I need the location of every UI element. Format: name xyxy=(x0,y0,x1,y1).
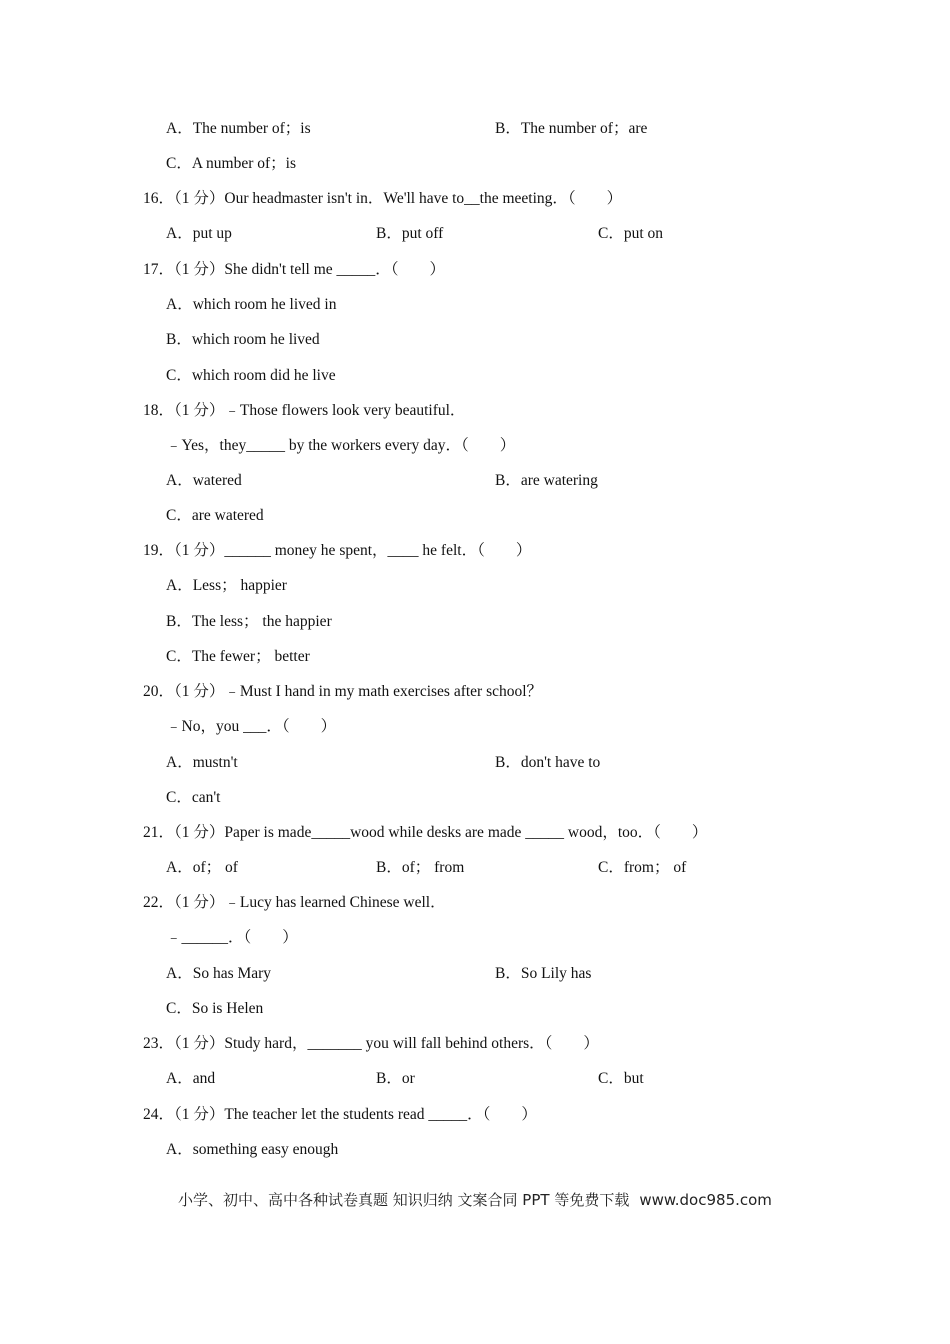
q21-option-c[interactable]: C．from； of xyxy=(598,859,687,876)
q21-option-b[interactable]: B．of； from xyxy=(376,859,465,876)
q19-stem: 19．（1 分）______ money he spent，____ he felt．（ ） xyxy=(143,542,532,559)
q18-option-c[interactable]: C．are watered xyxy=(166,507,264,524)
q17-stem: 17．（1 分）She didn't tell me _____．（ ） xyxy=(143,261,446,278)
q22-option-a[interactable]: A．So has Mary xyxy=(166,965,272,982)
q18-option-b[interactable]: B．are watering xyxy=(495,472,598,489)
q17-option-a[interactable]: A．which room he lived in xyxy=(166,296,337,313)
q16-option-a[interactable]: A．put up xyxy=(166,225,232,242)
q17-option-b[interactable]: B．which room he lived xyxy=(166,331,320,348)
q16-option-b[interactable]: B．put off xyxy=(376,225,444,242)
page-footer xyxy=(178,1190,772,1210)
q23-option-c[interactable]: C．but xyxy=(598,1070,644,1087)
q22-stem: 22．（1 分）﹣Lucy has learned Chinese well． xyxy=(143,894,446,911)
q15-option-c[interactable]: C．A number of；is xyxy=(166,155,297,172)
q21-stem: 21．（1 分）Paper is made_____wood while desks are made _____ wood，too．（ ） xyxy=(143,824,708,841)
footer-site-link[interactable]: www.doc985.com xyxy=(639,1191,772,1209)
q24-stem: 24．（1 分）The teacher let the students read _____．（ ） xyxy=(143,1106,537,1123)
q20-stem-response: ﹣No，you ___．（ ） xyxy=(166,718,337,735)
q23-stem: 23．（1 分）Study hard，_______ you will fall behind others．（ ） xyxy=(143,1035,599,1052)
q18-option-a[interactable]: A．watered xyxy=(166,472,242,489)
q20-option-a[interactable]: A．mustn't xyxy=(166,754,238,771)
q22-stem-response: ﹣______．（ ） xyxy=(166,929,298,946)
q21-option-a[interactable]: A．of； of xyxy=(166,859,238,876)
q19-option-a[interactable]: A．Less； happier xyxy=(166,577,287,594)
q15-option-b[interactable]: B．The number of；are xyxy=(495,120,648,137)
q22-option-b[interactable]: B．So Lily has xyxy=(495,965,592,982)
q20-option-b[interactable]: B．don't have to xyxy=(495,754,601,771)
q19-option-c[interactable]: C．The fewer； better xyxy=(166,648,310,665)
q24-option-a[interactable]: A．something easy enough xyxy=(166,1141,339,1158)
q23-option-a[interactable]: A．and xyxy=(166,1070,216,1087)
q16-option-c[interactable]: C．put on xyxy=(598,225,664,242)
footer-text: 小学、初中、高中各种试卷真题 知识归纳 文案合同 PPT 等免费下载 xyxy=(178,1191,630,1209)
q18-stem: 18．（1 分）﹣Those flowers look very beautiful． xyxy=(143,402,466,419)
q23-option-b[interactable]: B．or xyxy=(376,1070,415,1087)
q20-option-c[interactable]: C．can't xyxy=(166,789,221,806)
q16-stem: 16．（1 分）Our headmaster isn't in．We'll have to__the meeting．（ ） xyxy=(143,190,623,207)
q17-option-c[interactable]: C．which room did he live xyxy=(166,367,336,384)
q20-stem: 20．（1 分）﹣Must I hand in my math exercises after school？ xyxy=(143,683,543,700)
q15-option-a[interactable]: A．The number of；is xyxy=(166,120,311,137)
q19-option-b[interactable]: B．The less； the happier xyxy=(166,613,332,630)
q18-stem-response: ﹣Yes，they_____ by the workers every day．（ ） xyxy=(166,437,516,454)
q22-option-c[interactable]: C．So is Helen xyxy=(166,1000,264,1017)
